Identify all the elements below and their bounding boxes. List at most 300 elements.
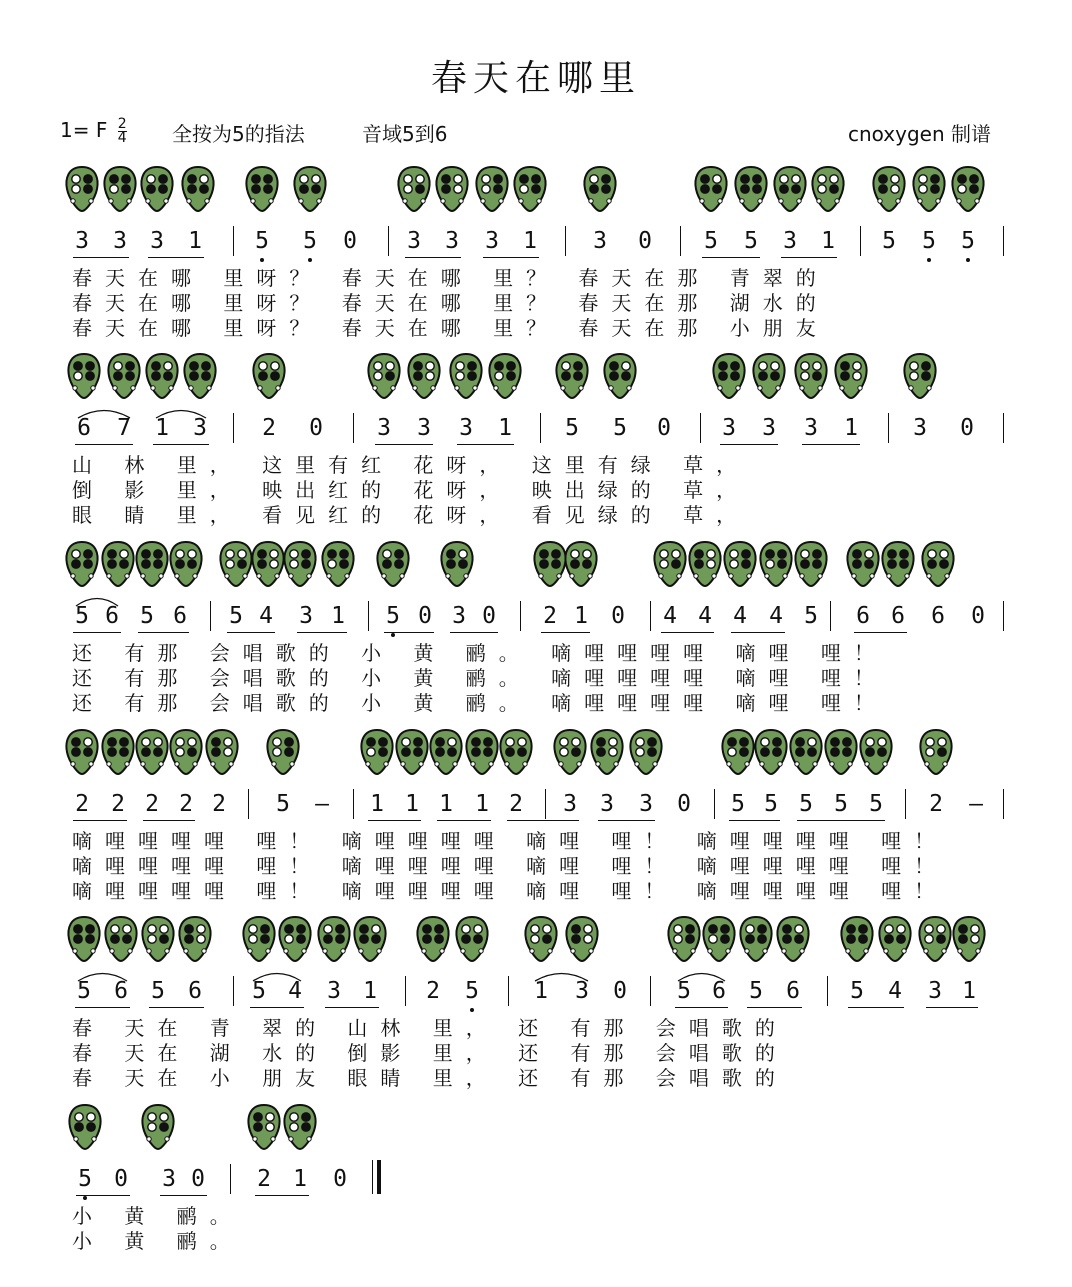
eighth-note-beam: [325, 1007, 379, 1008]
note: 1: [293, 1166, 307, 1192]
ocarina-icon: [366, 352, 402, 400]
note: 0: [333, 1166, 347, 1192]
ocarina-fingering-icon: [845, 540, 881, 588]
ocarina-icon: [134, 728, 170, 776]
note: 3: [150, 228, 164, 254]
note: 2: [426, 978, 440, 1004]
ocarina-icon: [241, 915, 277, 963]
ocarina-icon: [106, 352, 142, 400]
ocarina-fingering-icon: [720, 728, 756, 776]
ocarina-fingering-icon: [265, 728, 301, 776]
ocarina-icon: [918, 728, 954, 776]
note: 3: [452, 603, 466, 629]
eighth-note-beam: [926, 1007, 978, 1008]
lyric-line: 春 天在 小 朋友 眼睛 里， 还 有那 会唱歌的: [72, 1066, 788, 1090]
ocarina-icon: [182, 352, 218, 400]
ocarina-fingering-icon: [103, 915, 139, 963]
ocarina-icon: [66, 915, 102, 963]
note: 3: [762, 415, 776, 441]
ocarina-icon: [100, 728, 136, 776]
ocarina-fingering-icon: [67, 1103, 103, 1151]
ocarina-fingering-icon: [564, 915, 600, 963]
fingering-note: 全按为5的指法: [172, 122, 305, 146]
note: 7: [117, 415, 131, 441]
ocarina-icon: [168, 540, 204, 588]
ocarina-icon: [66, 352, 102, 400]
note: 5: [704, 228, 718, 254]
slur: [74, 595, 120, 607]
note: 4: [663, 603, 677, 629]
ocarina-icon: [454, 915, 490, 963]
ocarina-icon: [554, 352, 590, 400]
ocarina-icon: [793, 540, 829, 588]
ocarina-fingering-icon: [589, 728, 625, 776]
lyric-line: 还 有那 会唱歌的 小 黄 鹂。 嘀哩哩哩哩 嘀哩 哩！: [72, 641, 887, 665]
ocarina-icon: [722, 540, 758, 588]
ocarina-fingering-icon: [793, 352, 829, 400]
ocarina-icon: [394, 728, 430, 776]
lyric-line: 春天在哪 里呀？ 春天在哪 里？ 春天在那 湖水的: [72, 291, 829, 315]
eighth-note-beam: [138, 632, 189, 633]
ocarina-fingering-icon: [833, 352, 869, 400]
eighth-note-beam: [848, 1007, 904, 1008]
barline: [520, 601, 521, 631]
ocarina-icon: [406, 352, 442, 400]
note: 5: [303, 228, 317, 254]
ocarina-fingering-icon: [758, 540, 794, 588]
note: 2: [929, 791, 943, 817]
eighth-note-beam: [148, 257, 204, 258]
ocarina-icon: [67, 1103, 103, 1151]
ocarina-fingering-icon: [902, 352, 938, 400]
note: 2: [262, 415, 276, 441]
ocarina-icon: [902, 352, 938, 400]
ocarina-icon: [628, 728, 664, 776]
note: 2: [257, 1166, 271, 1192]
ocarina-fingering-icon: [733, 165, 769, 213]
barline: [368, 601, 369, 631]
barline: [545, 789, 546, 819]
eighth-note-beam: [255, 1195, 309, 1196]
note: 3: [417, 415, 431, 441]
barline: [1003, 413, 1004, 443]
ocarina-fingering-icon: [775, 915, 811, 963]
ocarina-fingering-icon: [793, 540, 829, 588]
note: 1: [363, 978, 377, 1004]
note: 0: [677, 791, 691, 817]
ocarina-icon: [751, 352, 787, 400]
ocarina-fingering-icon: [563, 540, 599, 588]
ocarina-fingering-icon: [722, 540, 758, 588]
barline: [1003, 601, 1004, 631]
note: 2: [509, 791, 523, 817]
ocarina-fingering-icon: [320, 540, 356, 588]
note: 3: [377, 415, 391, 441]
ocarina-fingering-icon: [523, 915, 559, 963]
ocarina-icon: [563, 540, 599, 588]
note: 1: [155, 415, 169, 441]
ocarina-fingering-icon: [244, 165, 280, 213]
note: 5: [229, 603, 243, 629]
note: 3: [485, 228, 499, 254]
ocarina-fingering-icon: [439, 540, 475, 588]
eighth-note-beam: [75, 444, 133, 445]
ocarina-fingering-icon: [251, 352, 287, 400]
barline: [233, 413, 234, 443]
note: 0: [960, 415, 974, 441]
ocarina-icon: [720, 728, 756, 776]
ocarina-fingering-icon: [246, 1103, 282, 1151]
ocarina-icon: [582, 165, 618, 213]
ocarina-fingering-icon: [64, 540, 100, 588]
ocarina-icon: [474, 165, 510, 213]
ocarina-icon: [320, 540, 356, 588]
eighth-note-beam: [250, 1007, 304, 1008]
note: 5: [77, 978, 91, 1004]
lyric-line: 嘀哩哩哩哩 哩！ 嘀哩哩哩哩 嘀哩 哩！ 嘀哩哩哩哩 哩！: [72, 854, 948, 878]
ocarina-fingering-icon: [448, 352, 484, 400]
ocarina-icon: [168, 728, 204, 776]
ocarina-icon: [415, 915, 451, 963]
note: 3: [445, 228, 459, 254]
ocarina-icon: [246, 1103, 282, 1151]
lyric-line: 倒 影 里， 映出红的 花呀， 映出绿的 草，: [72, 478, 750, 502]
ocarina-fingering-icon: [753, 728, 789, 776]
note: 5: [799, 791, 813, 817]
note: 5: [834, 791, 848, 817]
barline: [700, 413, 701, 443]
note: 1: [574, 603, 588, 629]
ocarina-fingering-icon: [701, 915, 737, 963]
eighth-note-beam: [437, 820, 491, 821]
note: 0: [971, 603, 985, 629]
note: 0: [343, 228, 357, 254]
ocarina-fingering-icon: [180, 165, 216, 213]
final-barline: [372, 1160, 373, 1194]
ocarina-fingering-icon: [102, 165, 138, 213]
ocarina-icon: [793, 352, 829, 400]
ocarina-fingering-icon: [277, 915, 313, 963]
note: 3: [563, 791, 577, 817]
note: 5: [276, 791, 290, 817]
time-top: 2: [117, 116, 127, 132]
note: 3: [193, 415, 207, 441]
range-note: 音域5到6: [362, 122, 448, 146]
ocarina-icon: [64, 165, 100, 213]
note: 2: [75, 791, 89, 817]
note: 6: [188, 978, 202, 1004]
eighth-note-beam: [149, 1007, 204, 1008]
ocarina-icon: [693, 165, 729, 213]
ocarina-icon: [911, 165, 947, 213]
note: 5: [677, 978, 691, 1004]
ocarina-icon: [845, 540, 881, 588]
ocarina-fingering-icon: [951, 915, 987, 963]
ocarina-icon: [733, 165, 769, 213]
note: 2: [212, 791, 226, 817]
note: 0: [611, 603, 625, 629]
lyric-line: 山 林 里， 这里有红 花呀， 这里有绿 草，: [72, 453, 750, 477]
ocarina-fingering-icon: [918, 728, 954, 776]
eighth-note-beam: [720, 444, 778, 445]
note: 3: [804, 415, 818, 441]
ocarina-icon: [775, 915, 811, 963]
ocarina-icon: [652, 540, 688, 588]
note: 0: [613, 978, 627, 1004]
ocarina-icon: [282, 1103, 318, 1151]
note: 5: [565, 415, 579, 441]
ocarina-icon: [487, 352, 523, 400]
lyric-line: 还 有那 会唱歌的 小 黄 鹂。 嘀哩哩哩哩 嘀哩 哩！: [72, 666, 887, 690]
ocarina-icon: [772, 165, 808, 213]
eighth-note-beam: [729, 820, 780, 821]
lyric-line: 小 黄 鹂。: [72, 1229, 243, 1253]
note: 1: [498, 415, 512, 441]
ocarina-icon: [144, 352, 180, 400]
eighth-note-beam: [450, 632, 498, 633]
ocarina-icon: [439, 540, 475, 588]
note: 1: [962, 978, 976, 1004]
note: 3: [575, 978, 589, 1004]
slur: [154, 407, 208, 419]
barline: [714, 789, 715, 819]
eighth-note-beam: [598, 820, 655, 821]
eighth-note-beam: [73, 820, 127, 821]
note: 6: [891, 603, 905, 629]
note: 5: [961, 228, 975, 254]
note: 5: [252, 978, 266, 1004]
note: 6: [114, 978, 128, 1004]
ocarina-icon: [839, 915, 875, 963]
ocarina-icon: [140, 1103, 176, 1151]
eighth-note-beam: [832, 820, 885, 821]
ocarina-fingering-icon: [66, 352, 102, 400]
note: 3: [113, 228, 127, 254]
eighth-note-beam: [457, 444, 514, 445]
barline: [353, 789, 354, 819]
ocarina-icon: [810, 165, 846, 213]
ocarina-icon: [871, 165, 907, 213]
note: 5: [744, 228, 758, 254]
note: 5: [465, 978, 479, 1004]
note: 5: [882, 228, 896, 254]
eighth-note-beam: [73, 632, 121, 633]
eighth-note-beam: [781, 257, 837, 258]
ocarina-fingering-icon: [920, 540, 956, 588]
ocarina-icon: [204, 728, 240, 776]
ocarina-fingering-icon: [652, 540, 688, 588]
ocarina-fingering-icon: [282, 540, 318, 588]
ocarina-fingering-icon: [711, 352, 747, 400]
ocarina-fingering-icon: [554, 352, 590, 400]
barline: [508, 976, 509, 1006]
note: 2: [111, 791, 125, 817]
note: 0: [418, 603, 432, 629]
note: 1: [475, 791, 489, 817]
note: 4: [259, 603, 273, 629]
final-barline-thick: [377, 1160, 381, 1194]
note: 3: [913, 415, 927, 441]
note: 1: [370, 791, 384, 817]
slur: [251, 970, 303, 982]
time-bottom: 4: [117, 130, 127, 146]
lyric-line: 春 天在 湖 水的 倒影 里， 还 有那 会唱歌的: [72, 1041, 788, 1065]
note: 3: [639, 791, 653, 817]
ocarina-icon: [180, 165, 216, 213]
note: 6: [105, 603, 119, 629]
ocarina-icon: [139, 165, 175, 213]
note: 6: [712, 978, 726, 1004]
eighth-note-beam: [405, 257, 461, 258]
ocarina-fingering-icon: [204, 728, 240, 776]
note: 4: [888, 978, 902, 1004]
ocarina-fingering-icon: [839, 915, 875, 963]
barline: [388, 226, 389, 256]
note: 1: [534, 978, 548, 1004]
eighth-note-beam: [731, 632, 785, 633]
ocarina-icon: [250, 540, 286, 588]
ocarina-fingering-icon: [241, 915, 277, 963]
note: 6: [786, 978, 800, 1004]
ocarina-icon: [788, 728, 824, 776]
note: 5: [255, 228, 269, 254]
barline: [565, 226, 566, 256]
key-signature: [60, 118, 127, 145]
ocarina-icon: [833, 352, 869, 400]
ocarina-icon: [877, 915, 913, 963]
ocarina-icon: [920, 540, 956, 588]
barline: [248, 789, 249, 819]
barline: [405, 976, 406, 1006]
note: 5: [613, 415, 627, 441]
note: 1: [188, 228, 202, 254]
ocarina-fingering-icon: [396, 165, 432, 213]
barline: [650, 601, 651, 631]
barline: [540, 413, 541, 443]
ocarina-icon: [292, 165, 328, 213]
note: 0: [638, 228, 652, 254]
ocarina-fingering-icon: [415, 915, 451, 963]
eighth-note-beam: [227, 632, 275, 633]
ocarina-fingering-icon: [810, 165, 846, 213]
barline: [210, 601, 211, 631]
note: —: [969, 791, 983, 817]
ocarina-fingering-icon: [880, 540, 916, 588]
ocarina-icon: [880, 540, 916, 588]
ocarina-fingering-icon: [823, 728, 859, 776]
note: 3: [722, 415, 736, 441]
ocarina-icon: [711, 352, 747, 400]
eighth-note-beam: [143, 820, 195, 821]
eighth-note-beam: [661, 632, 714, 633]
note: 3: [600, 791, 614, 817]
eighth-note-beam: [747, 1007, 802, 1008]
eighth-note-beam: [368, 820, 421, 821]
ocarina-fingering-icon: [454, 915, 490, 963]
note: 6: [173, 603, 187, 629]
ocarina-fingering-icon: [134, 540, 170, 588]
ocarina-icon: [738, 915, 774, 963]
note: 3: [299, 603, 313, 629]
ocarina-fingering-icon: [911, 165, 947, 213]
slur: [76, 970, 129, 982]
note: 5: [386, 603, 400, 629]
lyric-line: 嘀哩哩哩哩 哩！ 嘀哩哩哩哩 嘀哩 哩！ 嘀哩哩哩哩 哩！: [72, 829, 948, 853]
note: 5: [749, 978, 763, 1004]
note: 4: [769, 603, 783, 629]
ocarina-icon: [251, 352, 287, 400]
ocarina-icon: [602, 352, 638, 400]
ocarina-icon: [589, 728, 625, 776]
ocarina-icon: [177, 915, 213, 963]
note: 0: [309, 415, 323, 441]
lyric-line: 眼 睛 里， 看见红的 花呀， 看见绿的 草，: [72, 503, 750, 527]
ocarina-icon: [140, 915, 176, 963]
eighth-note-beam: [483, 257, 539, 258]
ocarina-fingering-icon: [140, 1103, 176, 1151]
ocarina-fingering-icon: [871, 165, 907, 213]
ocarina-icon: [396, 165, 432, 213]
ocarina-icon: [218, 540, 254, 588]
ocarina-fingering-icon: [66, 915, 102, 963]
lyric-line: 还 有那 会唱歌的 小 黄 鹂。 嘀哩哩哩哩 嘀哩 哩！: [72, 691, 887, 715]
ocarina-icon: [523, 915, 559, 963]
ocarina-fingering-icon: [64, 165, 100, 213]
ocarina-fingering-icon: [182, 352, 218, 400]
ocarina-fingering-icon: [602, 352, 638, 400]
ocarina-fingering-icon: [140, 915, 176, 963]
ocarina-icon: [134, 540, 170, 588]
ocarina-fingering-icon: [177, 915, 213, 963]
ocarina-icon: [244, 165, 280, 213]
ocarina-icon: [564, 915, 600, 963]
barline: [680, 226, 681, 256]
ocarina-icon: [701, 915, 737, 963]
ocarina-icon: [64, 540, 100, 588]
note: 1: [821, 228, 835, 254]
ocarina-icon: [64, 728, 100, 776]
eighth-note-beam: [507, 820, 579, 821]
ocarina-icon: [666, 915, 702, 963]
slur: [676, 970, 727, 982]
note: 4: [733, 603, 747, 629]
note: 1: [331, 603, 345, 629]
note: 5: [764, 791, 778, 817]
ocarina-icon: [428, 728, 464, 776]
ocarina-icon: [951, 915, 987, 963]
ocarina-fingering-icon: [250, 540, 286, 588]
note: 4: [288, 978, 302, 1004]
ocarina-fingering-icon: [487, 352, 523, 400]
note: 3: [75, 228, 89, 254]
ocarina-fingering-icon: [366, 352, 402, 400]
eighth-note-beam: [854, 632, 907, 633]
ocarina-icon: [950, 165, 986, 213]
ocarina-icon: [823, 728, 859, 776]
ocarina-fingering-icon: [292, 165, 328, 213]
eighth-note-beam: [802, 444, 860, 445]
barline: [827, 976, 828, 1006]
barline: [830, 601, 831, 631]
note: 5: [869, 791, 883, 817]
ocarina-fingering-icon: [394, 728, 430, 776]
eighth-note-beam: [75, 1007, 130, 1008]
ocarina-fingering-icon: [106, 352, 142, 400]
note: 5: [140, 603, 154, 629]
ocarina-icon: [103, 915, 139, 963]
ocarina-fingering-icon: [693, 165, 729, 213]
ocarina-fingering-icon: [498, 728, 534, 776]
